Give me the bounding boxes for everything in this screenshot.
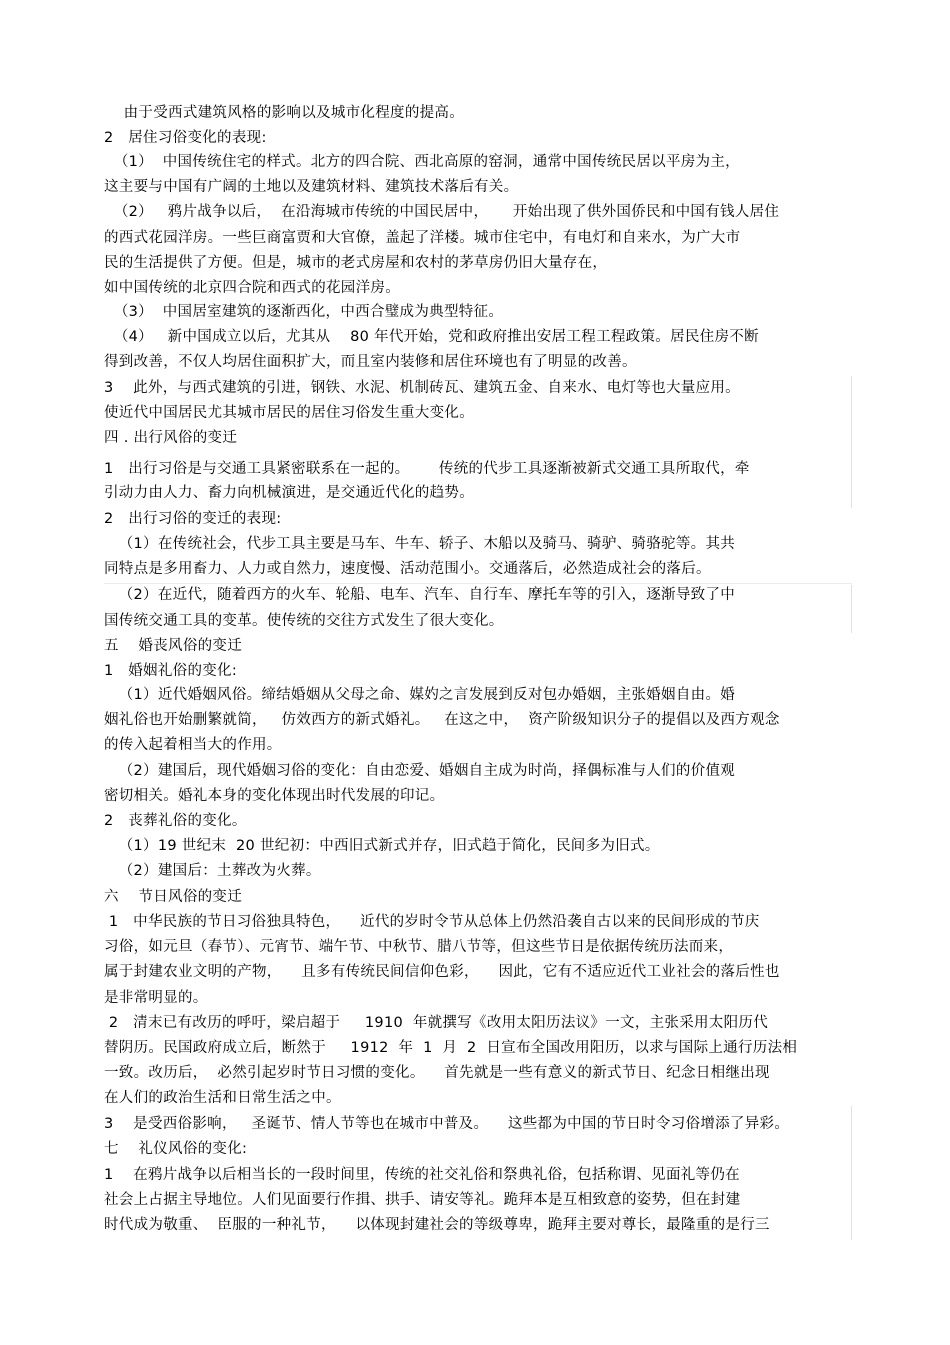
text-line: 属于封建农业文明的产物， 且多有传统民间信仰色彩， 因此，它有不适应近代工业社会的落后性也 <box>104 964 780 980</box>
text-line: 2 清末已有改历的呼吁，梁启超于 1910 年就撰写《改用太阳历法议》一文，主张采用太阳历代 <box>104 1015 769 1031</box>
right-edge-rule-2 <box>851 585 852 633</box>
text-line: 2 丧葬礼俗的变化。 <box>104 813 247 829</box>
text-line: 七 礼仪风俗的变化: <box>104 1141 248 1157</box>
text-line: 的西式花园洋房。一些巨商富贾和大官僚，盖起了洋楼。城市住宅中，有电灯和自来水，为广大市 <box>104 230 741 246</box>
text-line: 如中国传统的北京四合院和西式的花园洋房。 <box>104 280 400 296</box>
text-line: 习俗，如元旦（春节）、元宵节、端午节、中秋节、腊八节等，但这些节日是依据传统历法而来， <box>104 939 734 955</box>
text-line: （2）建国后：土葬改为火葬。 <box>104 863 321 879</box>
text-line: 姻礼俗也开始删繁就简， 仿效西方的新式婚礼。 在这之中， 资产阶级知识分子的提倡以及西方观念 <box>104 712 780 728</box>
text-line: 民的生活提供了方便。但是，城市的老式房屋和农村的茅草房仍旧大量存在， <box>104 255 608 271</box>
text-line: 1 婚姻礼俗的变化: <box>104 663 238 679</box>
text-line: 得到改善，不仅人均居住面积扩大，而且室内装修和居住环境也有了明显的改善。 <box>104 354 637 370</box>
text-line: 2 出行习俗的变迁的表现: <box>104 511 282 527</box>
text-line: （2） 鸦片战争以后， 在沿海城市传统的中国民居中， 开始出现了供外国侨民和中国有钱人居住 <box>104 204 780 220</box>
text-line: （1） 中国传统住宅的样式。北方的四合院、西北高原的窑洞，通常中国传统民居以平房为主， <box>104 154 740 170</box>
right-edge-rule-3 <box>851 1106 852 1240</box>
text-line: （3） 中国居室建筑的逐渐西化，中西合璧成为典型特征。 <box>104 304 504 320</box>
text-line: （1）19 世纪末 20 世纪初：中西旧式新式并存，旧式趋于简化，民间多为旧式。 <box>104 838 660 854</box>
text-line: 1 出行习俗是与交通工具紧密联系在一起的。 传统的代步工具逐渐被新式交通工具所取代，牵 <box>104 461 750 477</box>
right-edge-rule-1 <box>851 376 852 508</box>
text-line: 3 是受西俗影响， 圣诞节、情人节等也在城市中普及。 这些都为中国的节日时令习俗增添了异彩。 <box>104 1116 790 1132</box>
text-line: 在人们的政治生活和日常生活之中。 <box>104 1090 341 1106</box>
text-line: 四 . 出行风俗的变迁 <box>104 430 238 446</box>
text-line: 是非常明显的。 <box>104 990 208 1006</box>
text-line: 六 节日风俗的变迁 <box>104 889 243 905</box>
text-line: 同特点是多用畜力、人力或自然力，速度慢、活动范围小。交通落后，必然造成社会的落后。 <box>104 561 711 577</box>
text-line: 引动力由人力、畜力向机械演进，是交通近代化的趋势。 <box>104 485 474 501</box>
text-line: 由于受西式建筑风格的影响以及城市化程度的提高。 <box>104 105 465 121</box>
text-line: （2）建国后，现代婚姻习俗的变化：自由恋爱、婚姻自主成为时尚，择偶标准与人们的价值观 <box>104 763 736 779</box>
text-line: （1）近代婚姻风俗。缔结婚姻从父母之命、媒妁之言发展到反对包办婚姻，主张婚姻自由。婚 <box>104 687 736 703</box>
text-line: 1 中华民族的节日习俗独具特色， 近代的岁时令节从总体上仍然沿袭自古以来的民间形成的节庆 <box>104 914 760 930</box>
text-line: 使近代中国居民尤其城市居民的居住习俗发生重大变化。 <box>104 405 474 421</box>
text-line: （4） 新中国成立以后，尤其从 80 年代开始，党和政府推出安居工程工程政策。居民住房不断 <box>104 329 759 345</box>
text-line: 的传入起着相当大的作用。 <box>104 737 282 753</box>
text-line: （2）在近代，随着西方的火车、轮船、电车、汽车、自行车、摩托车等的引入，逐渐导致了中 <box>104 587 736 603</box>
text-line: 社会上占据主导地位。人们见面要行作揖、拱手、请安等礼。跪拜本是互相致意的姿势，但在封建 <box>104 1192 741 1208</box>
text-line: 国传统交通工具的变革。使传统的交往方式发生了很大变化。 <box>104 613 504 629</box>
text-line: （1）在传统社会，代步工具主要是马车、牛车、轿子、木船以及骑马、骑驴、骑骆驼等。其共 <box>104 536 736 552</box>
text-line: 五 婚丧风俗的变迁 <box>104 638 243 654</box>
text-line: 3 此外，与西式建筑的引进，钢铁、水泥、机制砖瓦、建筑五金、自来水、电灯等也大量应用。 <box>104 380 740 396</box>
text-line: 时代成为敬重、 臣服的一种礼节， 以体现封建社会的等级尊卑，跪拜主要对尊长，最隆重的是行三 <box>104 1217 770 1233</box>
text-line: 一致。改历后， 必然引起岁时节日习惯的变化。 首先就是一些有意义的新式节日、纪念日相继出现 <box>104 1065 770 1081</box>
text-line: 密切相关。婚礼本身的变化体现出时代发展的印记。 <box>104 788 445 804</box>
text-line: 这主要与中国有广阔的土地以及建筑材料、建筑技术落后有关。 <box>104 179 519 195</box>
text-line: 替阴历。民国政府成立后，断然于 1912 年 1 月 2 日宣布全国改用阳历，以求与国际上通行历法相 <box>104 1040 798 1056</box>
text-line: 2 居住习俗变化的表现: <box>104 130 267 146</box>
text-line: 1 在鸦片战争以后相当长的一段时间里，传统的社交礼俗和祭典礼俗，包括称谓、见面礼等仍在 <box>104 1167 740 1183</box>
